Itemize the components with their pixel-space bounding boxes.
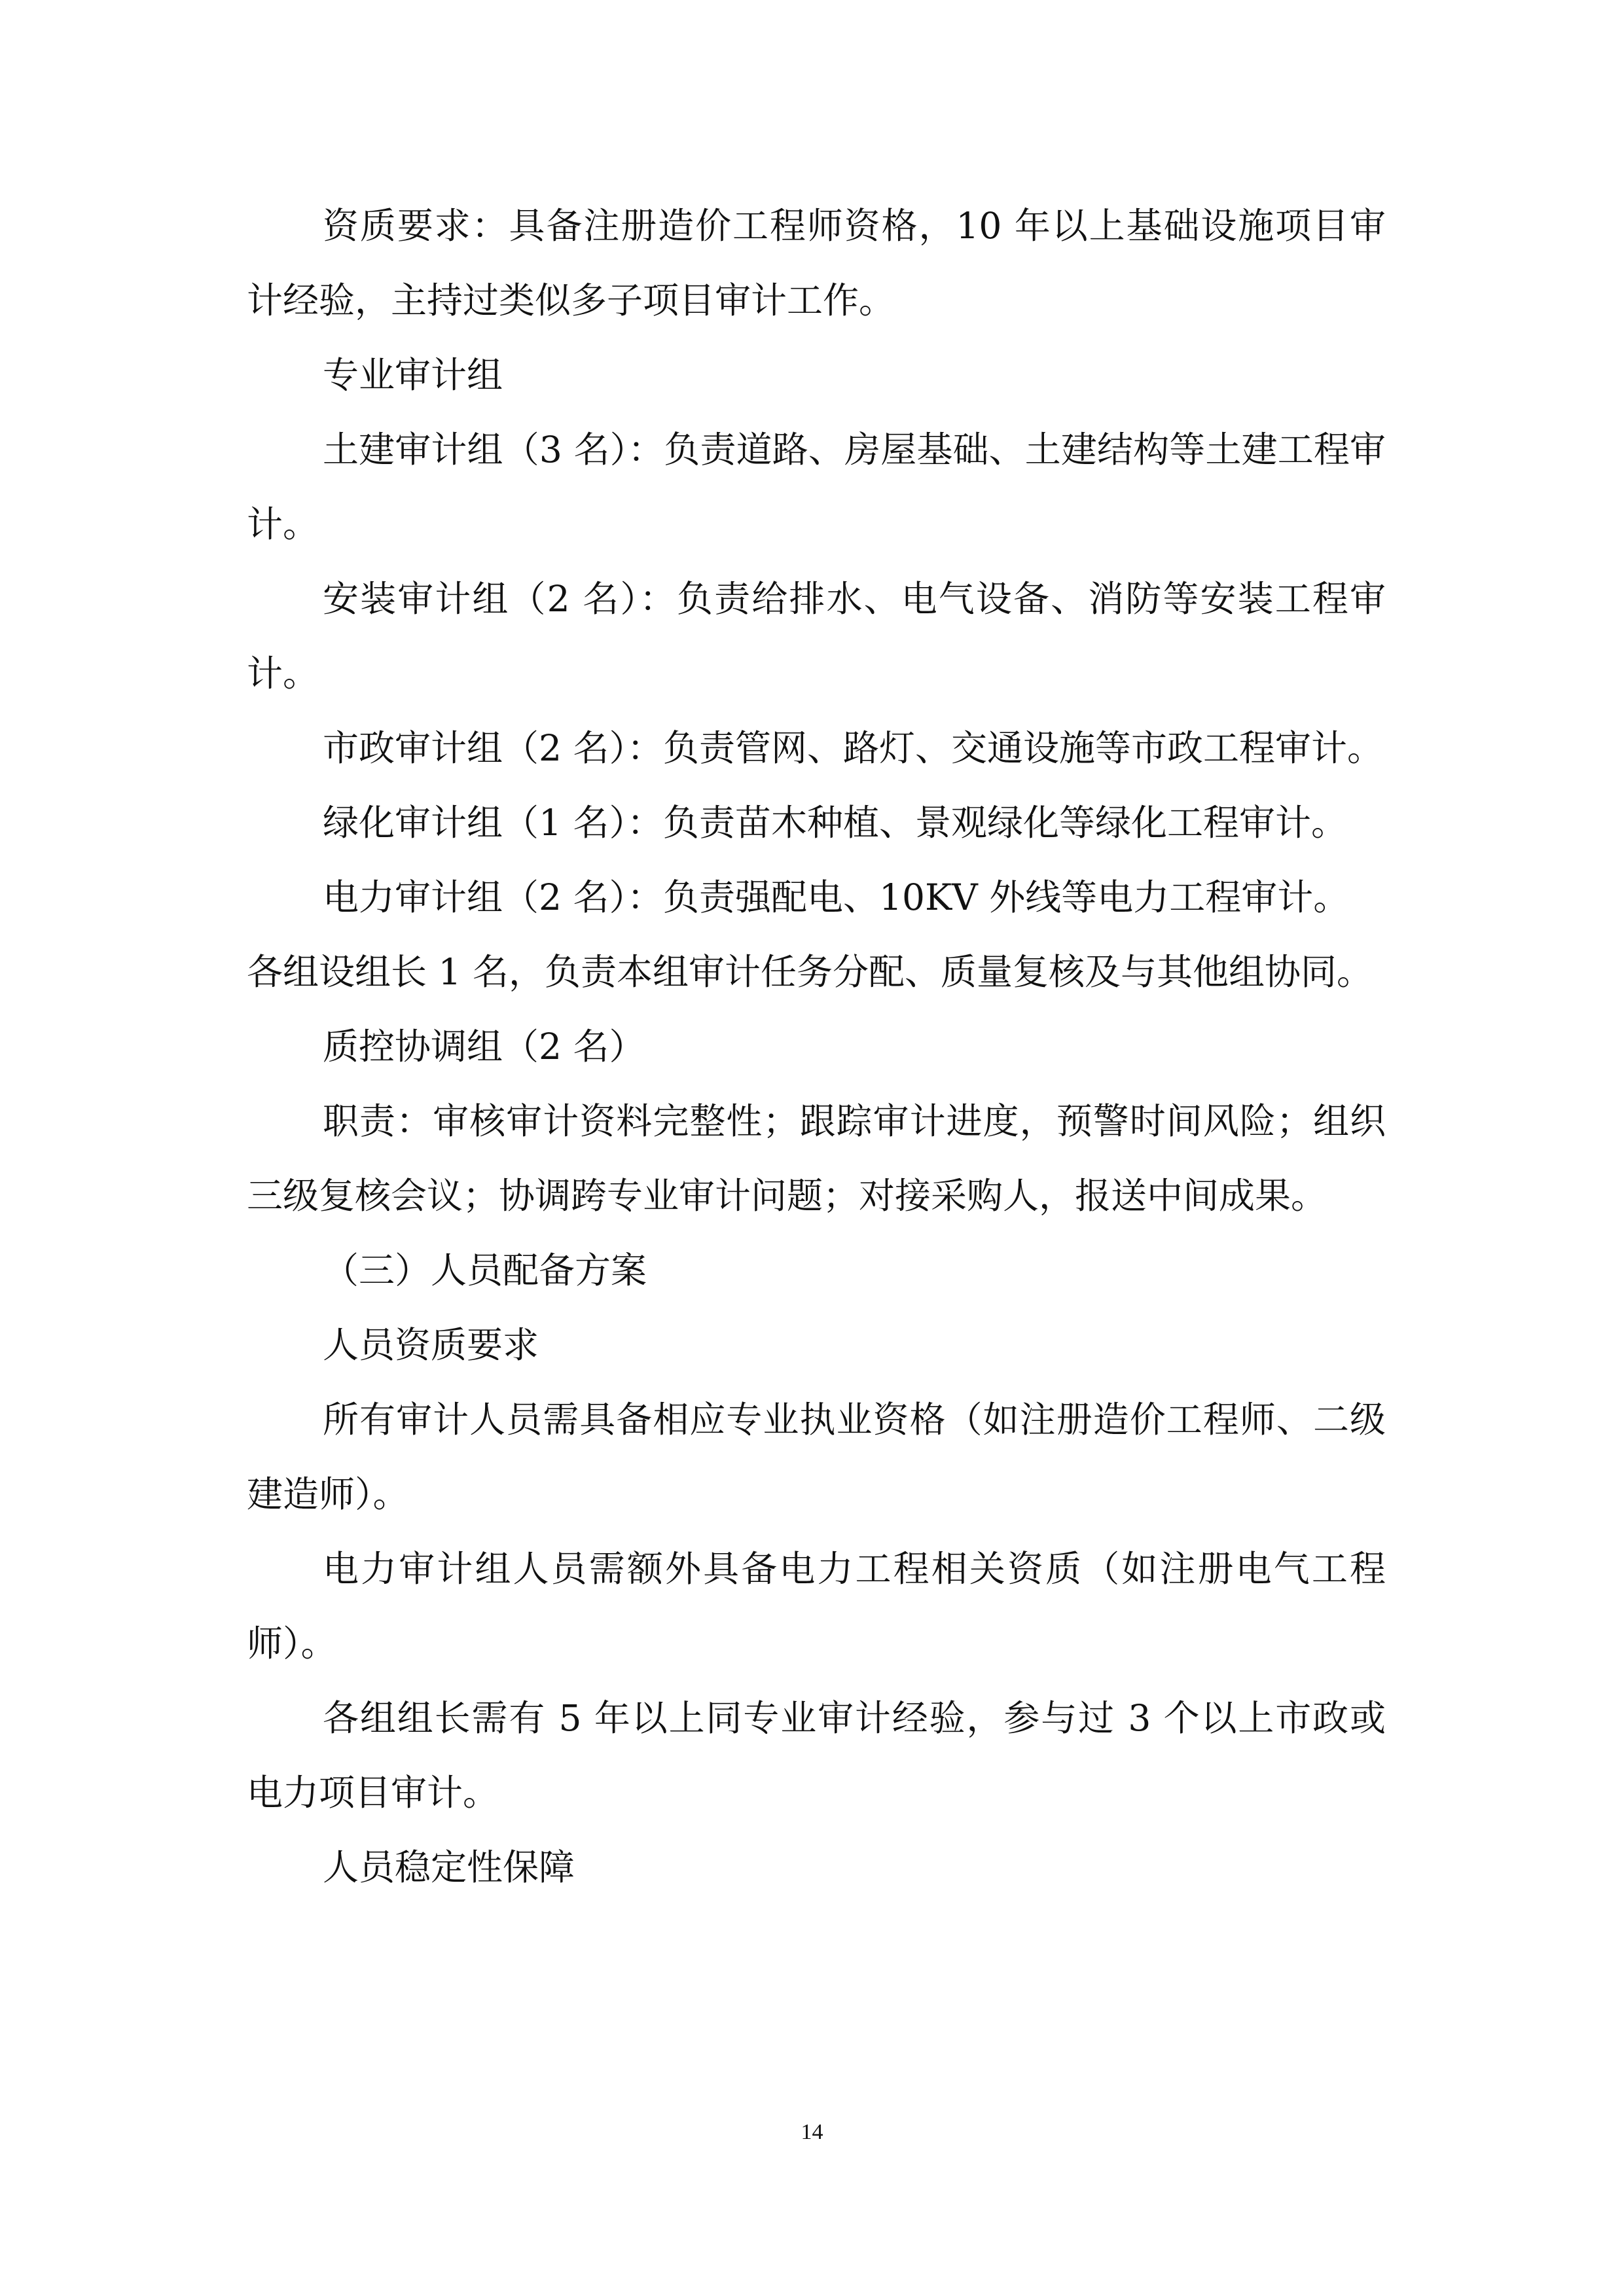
paragraph-civil-audit-group: 土建审计组（3 名）：负责道路、房屋基础、土建结构等土建工程审计。 bbox=[247, 429, 1386, 545]
heading-personnel-stability: 人员稳定性保障 bbox=[323, 1846, 575, 1888]
paragraph-quality-control-duties: 职责：审核审计资料完整性；跟踪审计进度，预警时间风险；组织三级复核会议；协调跨专业审计问题；对接采购人，报送中间成果。 bbox=[247, 1100, 1386, 1217]
paragraph-greening-audit-group: 绿化审计组（1 名）：负责苗木种植、景观绿化等绿化工程审计。 bbox=[323, 802, 1347, 844]
paragraph-power-audit-group: 电力审计组（2 名）：负责强配电、10KV 外线等电力工程审计。 bbox=[323, 876, 1350, 918]
page-number: 14 bbox=[801, 2120, 823, 2144]
heading-personnel-qualification: 人员资质要求 bbox=[323, 1324, 539, 1366]
heading-professional-audit-group: 专业审计组 bbox=[323, 354, 503, 396]
heading-staffing-plan: （三）人员配备方案 bbox=[323, 1249, 647, 1291]
paragraph-group-leader-experience: 各组组长需有 5 年以上同专业审计经验，参与过 3 个以上市政或电力项目审计。 bbox=[247, 1697, 1386, 1814]
paragraph-power-auditors-qualification: 电力审计组人员需额外具备电力工程相关资质（如注册电气工程师）。 bbox=[247, 1548, 1386, 1664]
paragraph-group-leaders: 各组设组长 1 名，负责本组审计任务分配、质量复核及与其他组协同。 bbox=[247, 951, 1373, 993]
paragraph-qualification-requirements: 资质要求：具备注册造价工程师资格，10 年以上基础设施项目审计经验，主持过类似多子项目审计工作。 bbox=[247, 205, 1386, 321]
heading-quality-control-group: 质控协调组（2 名） bbox=[323, 1026, 645, 1067]
paragraph-all-auditors-qualification: 所有审计人员需具备相应专业执业资格（如注册造价工程师、二级建造师）。 bbox=[247, 1399, 1386, 1515]
document-body bbox=[247, 188, 1386, 1905]
paragraph-installation-audit-group: 安装审计组（2 名）：负责给排水、电气设备、消防等安装工程审计。 bbox=[247, 578, 1386, 694]
paragraph-municipal-audit-group: 市政审计组（2 名）：负责管网、路灯、交通设施等市政工程审计。 bbox=[323, 727, 1383, 769]
